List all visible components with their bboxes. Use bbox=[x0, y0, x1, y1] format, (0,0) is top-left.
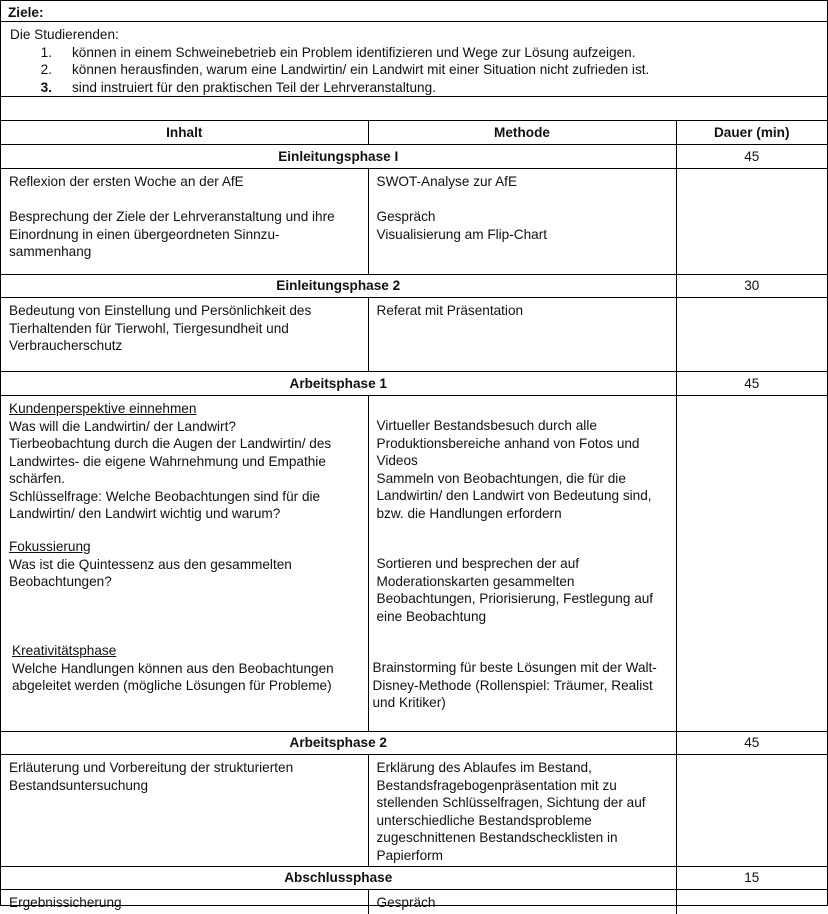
section-method: Virtueller Bestandsbesuch durch alle Produktionsbereiche anhand von Fotos und Videos Sammeln von Beobachtungen, die für die Landwirtin/ den Landwirt von Bedeutung sind, bzw. die Handlungen erfordern bbox=[376, 418, 652, 521]
goal-number: 1. bbox=[40, 44, 52, 60]
section-title: Fokussierung bbox=[9, 539, 91, 554]
method-cell bbox=[368, 396, 676, 732]
phase-duration: 45 bbox=[676, 145, 827, 169]
goal-text: können herausfinden, warum eine Landwirtin/ ein Landwirt mit einer Situation nicht zufrieden ist. bbox=[72, 62, 650, 77]
method-cell bbox=[368, 755, 676, 867]
header-content: Inhalt bbox=[1, 121, 368, 145]
method-text: Gespräch Visualisierung am Flip-Chart bbox=[376, 209, 547, 242]
content-text: Reflexion der ersten Woche an der AfE bbox=[9, 174, 244, 189]
method-cell bbox=[368, 298, 676, 372]
section-content: Was will die Landwirtin/ der Landwirt? Tierbeobachtung durch die Augen der Landwirtin/ des Landwirtes- die eigene Wahrnehmung und Empathie schärfen. Schlüsselfrage: Welche Beobachtungen sind für die Landwirtin/ den Landwirt wichtig und warum? bbox=[9, 418, 332, 521]
table-row bbox=[1, 396, 827, 732]
content-cell bbox=[1, 890, 368, 914]
schedule-table bbox=[1, 120, 827, 914]
spacer-row bbox=[1, 97, 827, 120]
goals-section bbox=[1, 22, 827, 97]
method-text: Referat mit Präsentation bbox=[376, 303, 524, 318]
section-method: Sortieren und besprechen der auf Moderationskarten gesammelten Beobachtungen, Priorisierung, Festlegung auf eine Beobachtung bbox=[376, 556, 654, 624]
section-content: Welche Handlungen können aus den Beobachtungen abgeleitet werden (mögliche Lösungen für Probleme) bbox=[12, 660, 334, 693]
section-content: Was ist die Quintessenz aus den gesammelten Beobachtungen? bbox=[9, 556, 292, 589]
duration-cell bbox=[676, 298, 827, 372]
section-title: Kreativitätsphase bbox=[12, 643, 117, 658]
section-block bbox=[9, 538, 360, 642]
duration-cell bbox=[676, 396, 827, 732]
method-text: Gespräch bbox=[376, 895, 436, 910]
method-cell bbox=[368, 169, 676, 275]
table-header-row bbox=[1, 121, 827, 145]
goal-text: können in einem Schweinebetrieb ein Problem identifizieren und Wege zur Lösung aufzeigen. bbox=[72, 44, 636, 60]
phase-row bbox=[1, 372, 827, 396]
goal-text: sind instruiert für den praktischen Teil der Lehrveranstaltung. bbox=[72, 79, 436, 95]
phase-row bbox=[1, 732, 827, 755]
table-row bbox=[1, 169, 827, 275]
phase-duration: 30 bbox=[676, 275, 827, 298]
goal-item bbox=[10, 44, 827, 62]
phase-duration: 45 bbox=[676, 372, 827, 396]
goals-heading: Ziele: bbox=[1, 1, 827, 22]
phase-name: Arbeitsphase 2 bbox=[1, 732, 676, 755]
section-block bbox=[9, 400, 360, 538]
phase-name: Arbeitsphase 1 bbox=[1, 372, 676, 396]
content-cell bbox=[1, 298, 368, 372]
content-cell bbox=[1, 755, 368, 867]
goal-item bbox=[10, 79, 827, 97]
method-text: Erklärung des Ablaufes im Bestand, Bestandsfragebogenpräsentation mit zu stellenden Schlüsselfragen, Sichtung der auf unterschiedliche Bestandsprobleme zugeschnittenen Bestandschecklisten in Papierform bbox=[376, 760, 646, 863]
table-row bbox=[1, 890, 827, 914]
goal-number: 2. bbox=[40, 62, 52, 77]
method-text: SWOT-Analyse zur AfE bbox=[376, 174, 518, 189]
content-text: Besprechung der Ziele der Lehrveranstaltung und ihre Einordnung in einen übergeordneten Sinnzu-sammenhang bbox=[9, 209, 335, 259]
content-text: Ergebnissicherung bbox=[9, 895, 122, 910]
header-duration: Dauer (min) bbox=[676, 121, 827, 145]
phase-name: Einleitungsphase 2 bbox=[1, 275, 676, 298]
phase-row bbox=[1, 275, 827, 298]
duration-cell bbox=[676, 755, 827, 867]
goal-number: 3. bbox=[40, 79, 52, 95]
phase-name: Einleitungsphase I bbox=[1, 145, 676, 169]
duration-cell bbox=[676, 169, 827, 275]
phase-duration: 15 bbox=[676, 867, 827, 890]
goals-list bbox=[10, 44, 827, 97]
method-cell bbox=[368, 890, 676, 914]
section-block bbox=[9, 642, 360, 695]
phase-row bbox=[1, 867, 827, 890]
goal-item bbox=[10, 61, 827, 79]
section-title: Kundenperspektive einnehmen bbox=[9, 401, 197, 416]
goals-intro: Die Studierenden: bbox=[10, 27, 119, 42]
phase-row bbox=[1, 145, 827, 169]
content-text: Erläuterung und Vorbereitung der strukturierten Bestandsuntersuchung bbox=[9, 760, 294, 793]
content-cell bbox=[1, 169, 368, 275]
header-method: Methode bbox=[368, 121, 676, 145]
table-row bbox=[1, 755, 827, 867]
phase-name: Abschlussphase bbox=[1, 867, 676, 890]
duration-cell bbox=[676, 890, 827, 914]
section-method: Brainstorming für beste Lösungen mit der Walt-Disney-Methode (Rollenspiel: Träumer, Realist und Kritiker) bbox=[372, 660, 657, 710]
phase-duration: 45 bbox=[676, 732, 827, 755]
table-row bbox=[1, 298, 827, 372]
content-cell bbox=[1, 396, 368, 732]
content-text: Bedeutung von Einstellung und Persönlichkeit des Tierhaltenden für Tierwohl, Tiergesundheit und Verbraucherschutz bbox=[9, 303, 312, 353]
